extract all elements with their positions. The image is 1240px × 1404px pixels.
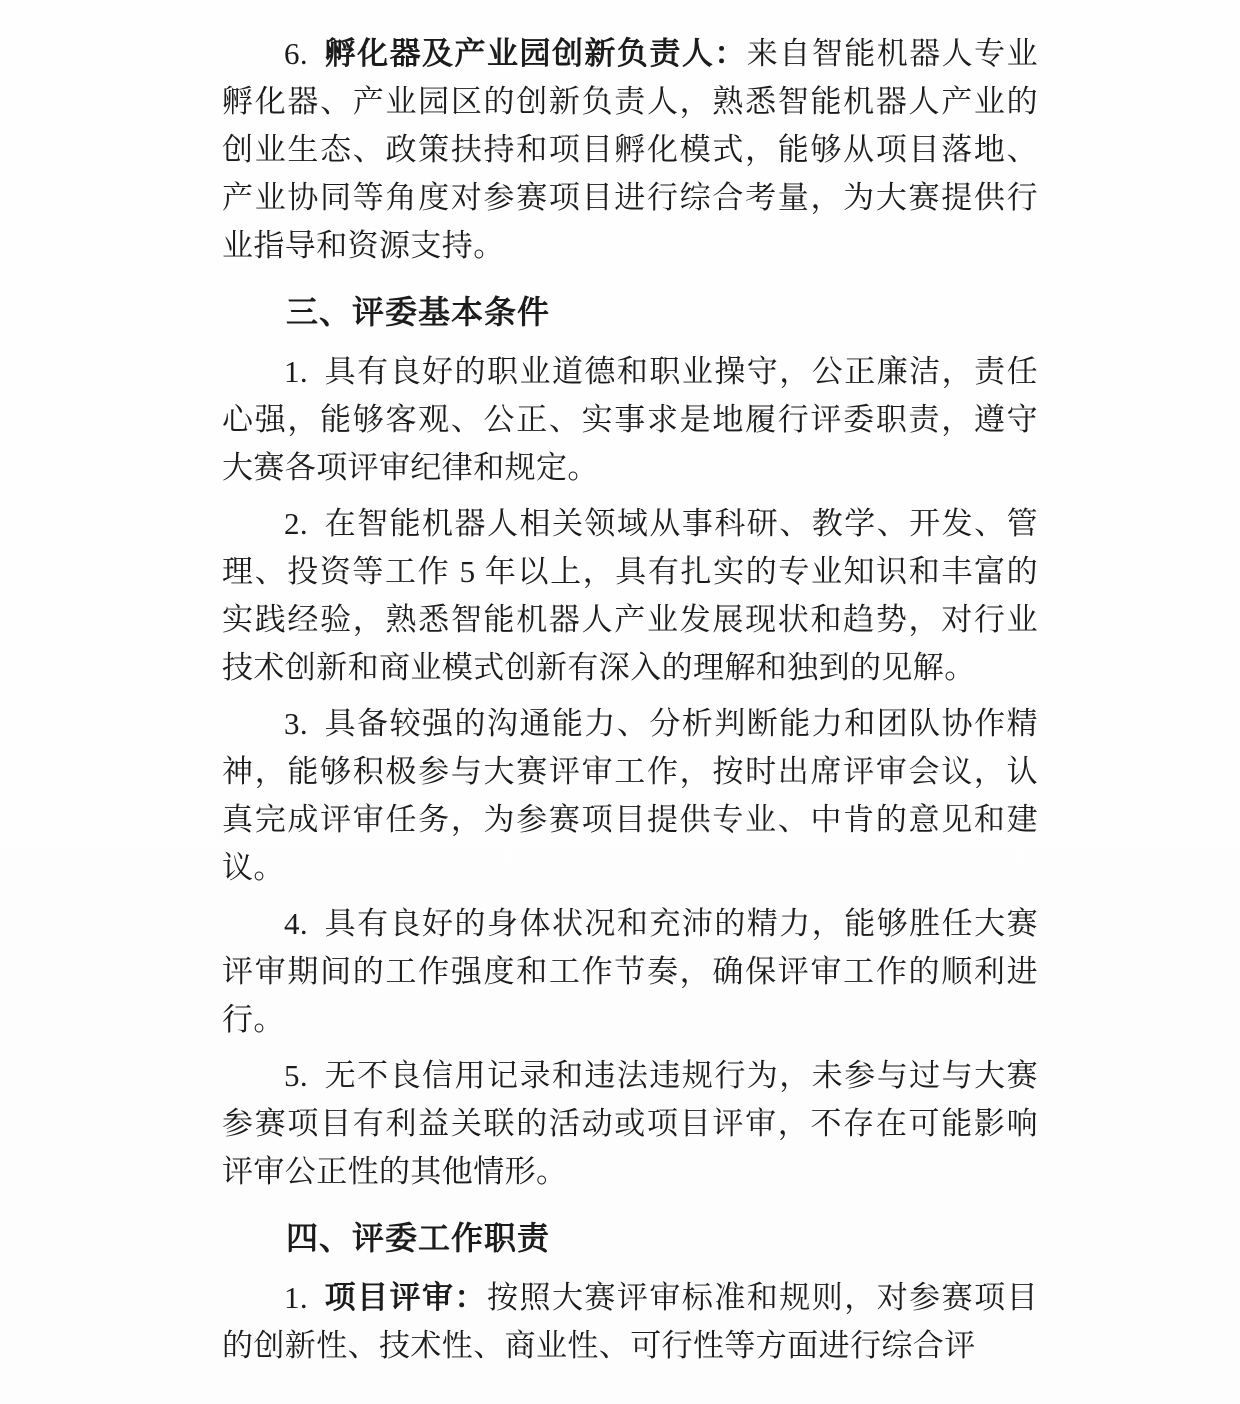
paragraph-number: 3. [284,706,309,741]
heading-section-3 [222,288,1038,336]
paragraph-text: 具备较强的沟通能力、分析判断能力和团队协作精神，能够积极参与大赛评审工作，按时出席评审会议，认真完成评审任务，为参赛项目提供专业、中肯的意见和建议。 [222,706,1038,885]
paragraph-number: 6. [284,36,309,71]
paragraph-text: 来自智能机器人专业孵化器、产业园区的创新负责人，熟悉智能机器人产业的创业生态、政策扶持和项目孵化模式，能够从项目落地、产业协同等角度对参赛项目进行综合考量，为大赛提供行业指导和资源支持。 [222,36,1038,263]
paragraph-condition-4 [222,900,1038,1044]
heading-section-4 [222,1214,1038,1262]
paragraph-condition-3 [222,700,1038,892]
paragraph-text: 按照大赛评审标准和规则，对参赛项目的创新性、技术性、商业性、可行性等方面进行综合评 [222,1280,1038,1363]
paragraph-bold-lead: 项目评审： [323,1280,488,1315]
paragraph-text: 无不良信用记录和违法违规行为，未参与过与大赛参赛项目有利益关联的活动或项目评审，不存在可能影响评审公正性的其他情形。 [222,1058,1038,1189]
heading-text: 四、评委工作职责 [286,1219,551,1257]
paragraph-text: 具有良好的职业道德和职业操守，公正廉洁，责任心强，能够客观、公正、实事求是地履行评委职责，遵守大赛各项评审纪律和规定。 [222,354,1038,485]
paragraph-condition-2 [222,500,1038,692]
paragraph-duty-1 [222,1274,1038,1370]
paragraph-text: 在智能机器人相关领域从事科研、教学、开发、管理、投资等工作 5 年以上，具有扎实的专业知识和丰富的实践经验，熟悉智能机器人产业发展现状和趋势，对行业技术创新和商业模式创新有深入的理解和独到的见解。 [222,506,1038,685]
paragraph-text: 具有良好的身体状况和充沛的精力，能够胜任大赛评审期间的工作强度和工作节奏，确保评审工作的顺利进行。 [222,906,1038,1037]
paragraph-number: 1. [284,354,309,389]
paragraph-number: 2. [284,506,309,541]
paragraph-judge-category-6 [222,30,1038,270]
heading-text: 三、评委基本条件 [286,293,551,331]
paragraph-number: 4. [284,906,309,941]
paragraph-number: 1. [284,1280,309,1315]
paragraph-condition-5 [222,1052,1038,1196]
paragraph-bold-lead: 孵化器及产业园创新负责人： [323,36,747,71]
paragraph-condition-1 [222,348,1038,492]
document-body [222,0,1038,1370]
paragraph-number: 5. [284,1058,309,1093]
